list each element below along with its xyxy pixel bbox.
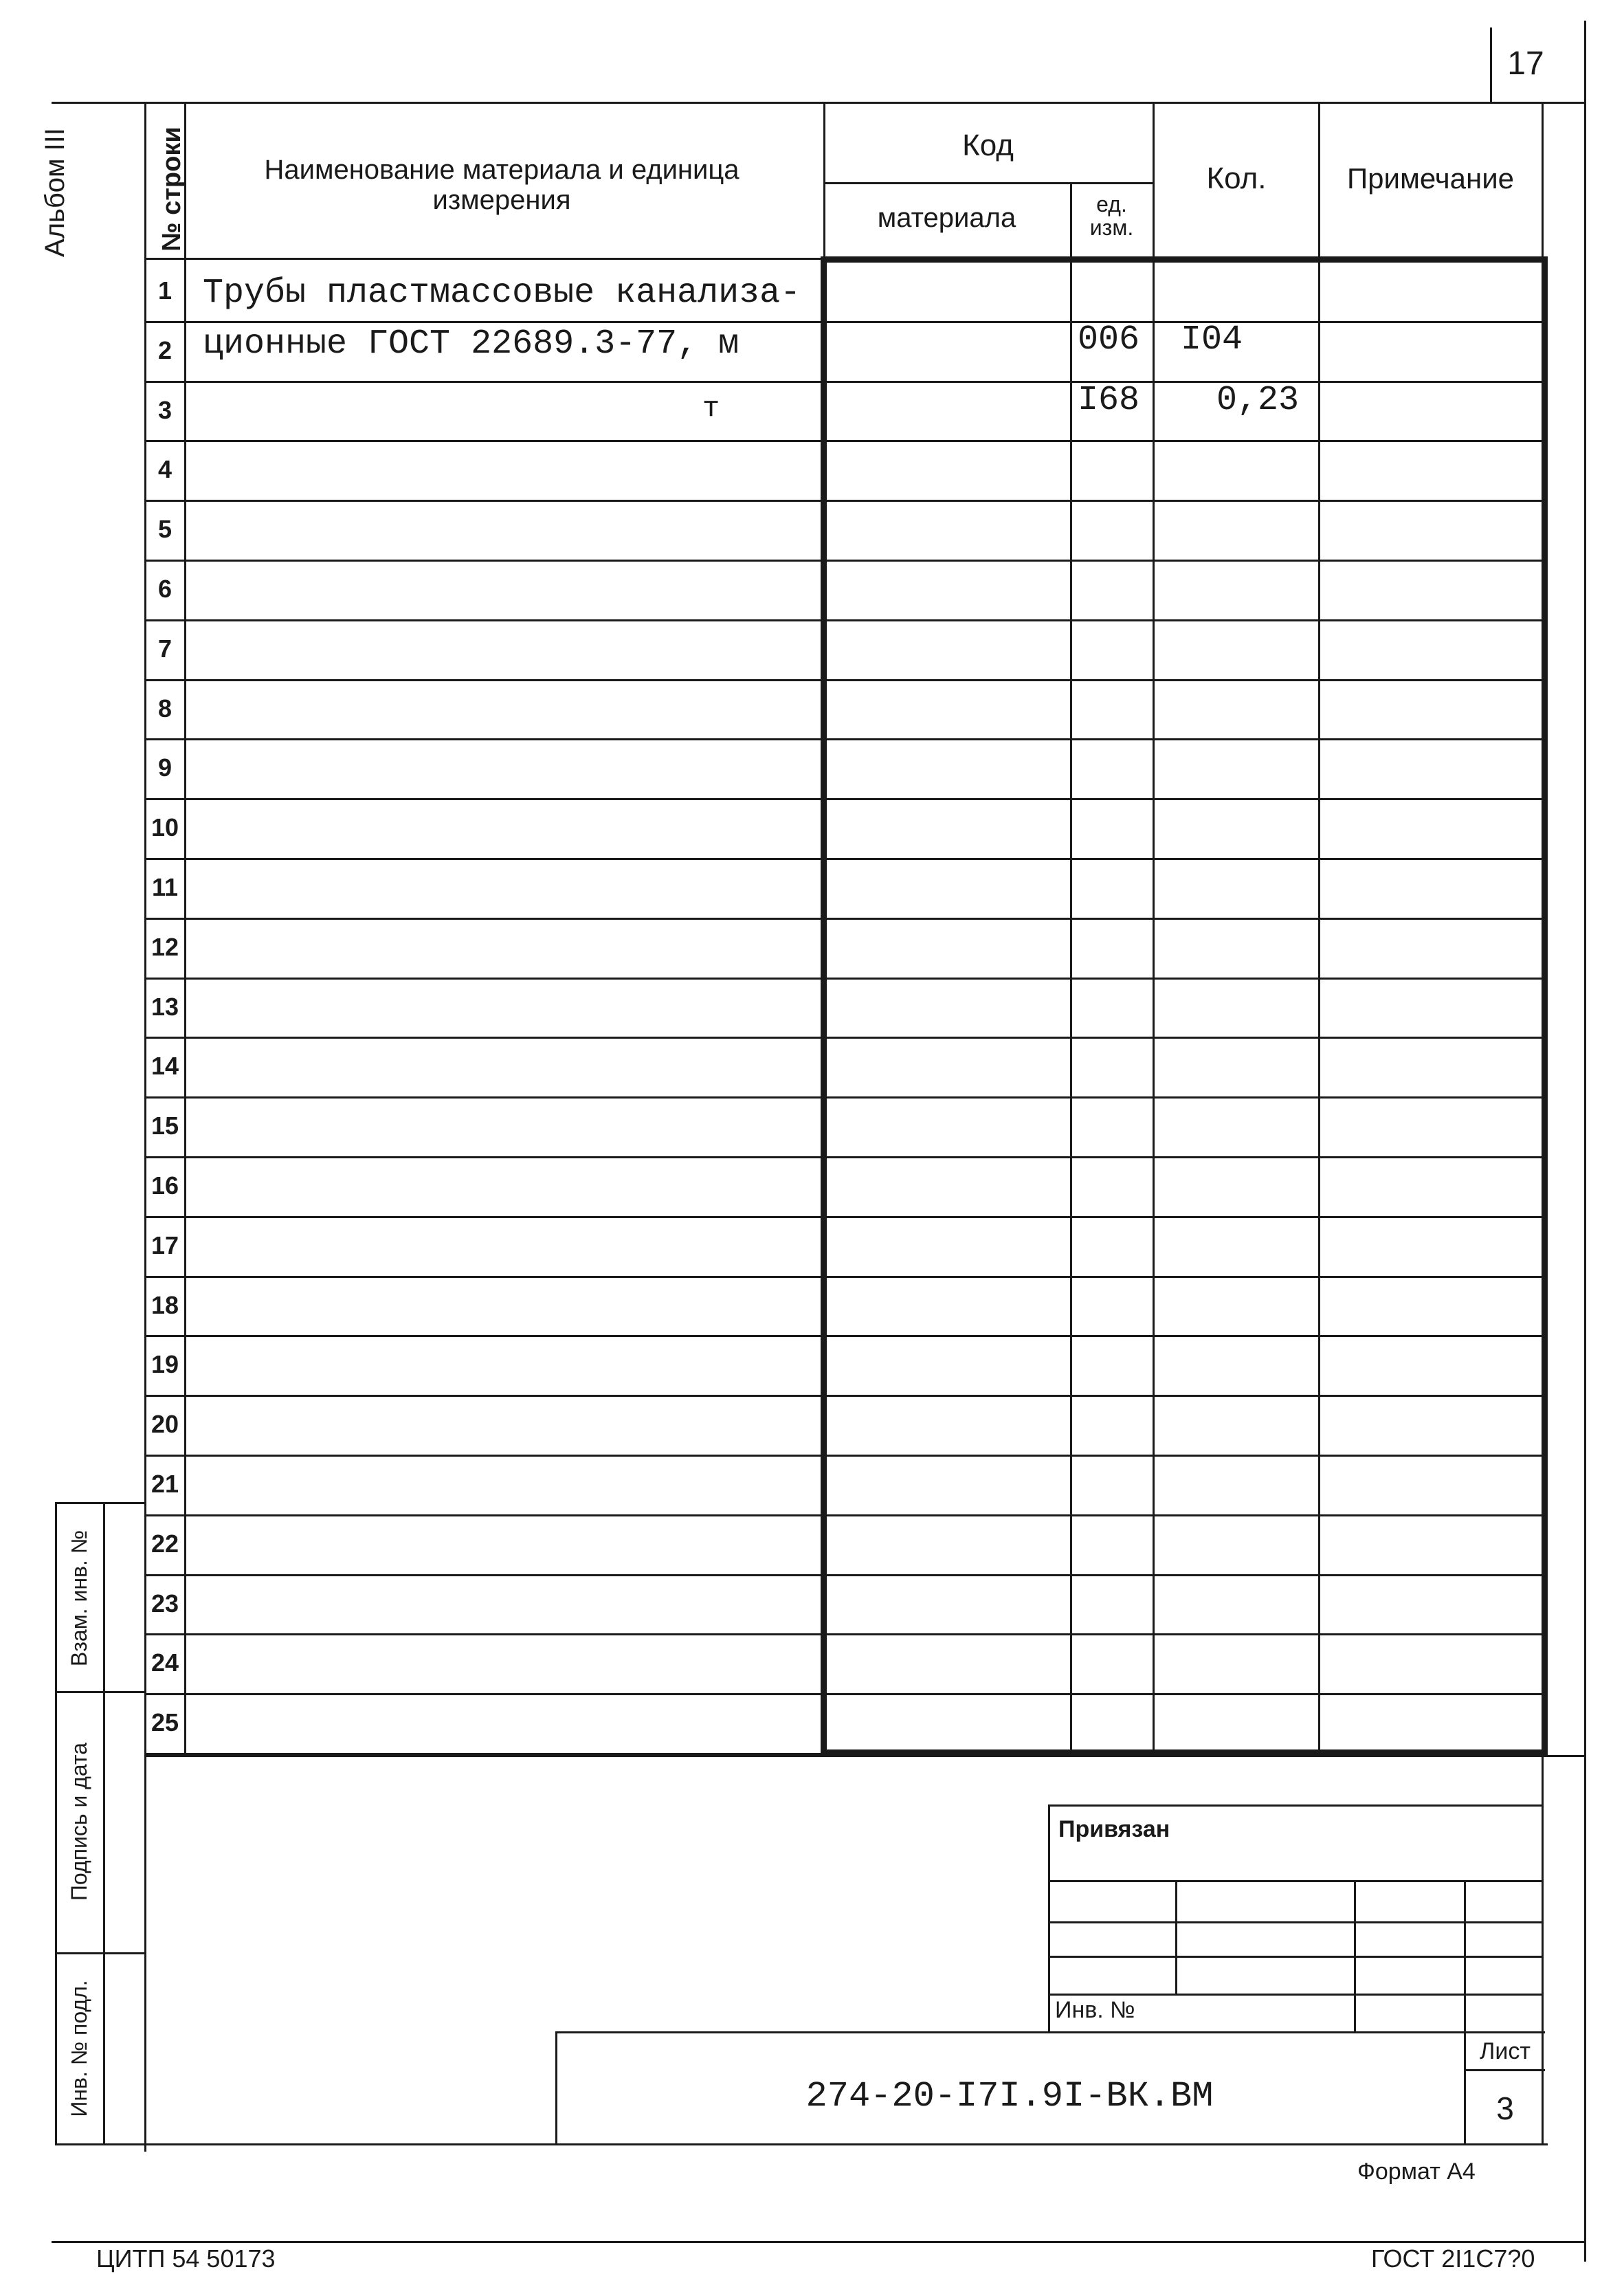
row-number: 20 [151, 1410, 179, 1439]
privyazan-div-1 [1048, 1880, 1543, 1882]
row-separator [144, 1514, 1546, 1516]
page-number: 17 [1507, 45, 1544, 82]
row-number: 2 [157, 335, 173, 364]
row-separator [144, 619, 1546, 621]
row-separator [144, 440, 1546, 442]
privyazan-col-3 [1464, 1880, 1466, 2031]
row-separator [144, 1455, 1546, 1457]
row-number: 24 [151, 1648, 179, 1677]
row-number: 19 [151, 1350, 179, 1379]
header-note: Примечание [1346, 162, 1515, 195]
code-sub-divider [823, 182, 1153, 184]
privyazan-div-2 [1048, 1921, 1543, 1923]
row-3-name: т [702, 392, 720, 425]
footer-right-code: ГОСТ 2I1C7?0 [1371, 2244, 1535, 2273]
rownum-right-border [184, 103, 186, 1753]
privyazan-div-4 [1048, 1994, 1543, 1996]
row-number: 25 [151, 1708, 179, 1737]
header-qty: Кол. [1206, 162, 1267, 195]
format-label: Формат А4 [1357, 2159, 1476, 2185]
row-separator [144, 1037, 1546, 1039]
row-number: 13 [151, 992, 179, 1021]
row-2-name: ционные ГОСТ 22689.3-77, м [203, 324, 739, 364]
side-label-podpis: Подпись и дата [67, 1742, 91, 1901]
page-number-divider [1490, 27, 1492, 102]
row-separator [144, 858, 1546, 860]
frame-right-stamp [1542, 1755, 1544, 2145]
row-separator [144, 1156, 1546, 1158]
row-number: 11 [151, 873, 179, 901]
row-number: 9 [157, 753, 173, 782]
row-3-qty: 0,23 [1216, 381, 1300, 420]
row-separator [144, 381, 1546, 383]
row-separator [144, 1276, 1546, 1278]
side-label-vzam: Взам. инв. № [67, 1530, 91, 1667]
side-top [55, 1502, 144, 1504]
row-3-unit: I68 [1078, 381, 1140, 420]
side-outer-left [55, 1502, 57, 2145]
side-div-1 [55, 1691, 144, 1693]
row-separator [144, 500, 1546, 502]
row-number: 4 [157, 455, 173, 484]
header-code: Код [962, 129, 1014, 162]
side-div-2 [55, 1952, 144, 1954]
inv-no-label: Инв. № [1055, 1997, 1135, 2023]
row-number: 8 [157, 694, 173, 722]
row-separator [144, 1693, 1546, 1695]
row-number: 15 [151, 1112, 179, 1140]
top-border [52, 102, 1586, 104]
header-row-no: № строки [157, 126, 186, 252]
privyazan-top [1048, 1804, 1543, 1807]
row-separator [144, 738, 1546, 740]
row-separator [144, 918, 1546, 920]
row-separator [144, 798, 1546, 800]
row-number: 18 [151, 1290, 179, 1319]
qty-col-divider [1153, 261, 1155, 1753]
privyazan-div-3 [1048, 1956, 1543, 1958]
list-value: 3 [1496, 2090, 1514, 2126]
side-inner-left [103, 1502, 105, 2145]
row-number: 22 [151, 1529, 179, 1558]
data-area-top [821, 256, 1548, 263]
note-col-divider [1318, 261, 1320, 1753]
header-name: Наименование материала и единица измерения [264, 155, 739, 215]
privyazan-col-2 [1354, 1880, 1356, 2031]
row-number: 1 [157, 276, 173, 305]
row-number: 10 [151, 813, 179, 842]
row-number: 23 [151, 1589, 179, 1618]
header-unit: ед. изм. [1089, 192, 1134, 240]
privyazan-col-1 [1175, 1880, 1177, 1994]
row-2-qty: I04 [1181, 320, 1243, 360]
row-number: 17 [151, 1230, 179, 1259]
header-bottom-line [144, 258, 832, 260]
data-area-left [821, 256, 827, 1755]
album-label: Альбом III [40, 128, 70, 257]
row-separator [144, 1216, 1546, 1218]
row-separator [144, 1633, 1546, 1635]
row-number: 7 [157, 634, 173, 663]
row-separator [144, 679, 1546, 681]
row-number: 3 [157, 395, 173, 424]
row-separator [144, 978, 1546, 980]
row-2-unit: 006 [1078, 320, 1140, 360]
list-col-left [1464, 2031, 1466, 2145]
table-right-inner [1542, 103, 1544, 261]
side-label-inv-podl: Инв. № подл. [67, 1980, 91, 2117]
row-1-name: Трубы пластмассовые канализа- [203, 274, 801, 313]
row-number: 21 [151, 1470, 179, 1498]
privyazan-left [1048, 1804, 1050, 2031]
data-area-right [1542, 256, 1548, 1755]
title-block-top [555, 2031, 1545, 2033]
frame-bottom [55, 2143, 1548, 2145]
doc-code: 274-20-I7I.9I-ВК.ВМ [805, 2076, 1214, 2117]
stamp-under-table [144, 1755, 1584, 1757]
row-number: 12 [151, 932, 179, 961]
row-separator [144, 560, 1546, 562]
row-number: 14 [151, 1052, 179, 1081]
row-number: 6 [157, 575, 173, 603]
right-border [1584, 21, 1586, 2262]
footer-line [52, 2241, 1586, 2243]
list-col-divider [1464, 2069, 1545, 2071]
row-separator [144, 1395, 1546, 1397]
row-separator [144, 1096, 1546, 1099]
row-separator [144, 1574, 1546, 1576]
row-number: 16 [151, 1171, 179, 1200]
unit-col-divider [1070, 261, 1072, 1753]
footer-left-code: ЦИТП 54 50173 [96, 2244, 276, 2273]
row-separator [144, 1335, 1546, 1337]
row-number: 5 [157, 515, 173, 544]
privyazan-label: Привязан [1058, 1816, 1170, 1842]
row-separator [144, 321, 1546, 323]
header-material: материала [877, 203, 1016, 233]
list-label: Лист [1480, 2038, 1531, 2064]
